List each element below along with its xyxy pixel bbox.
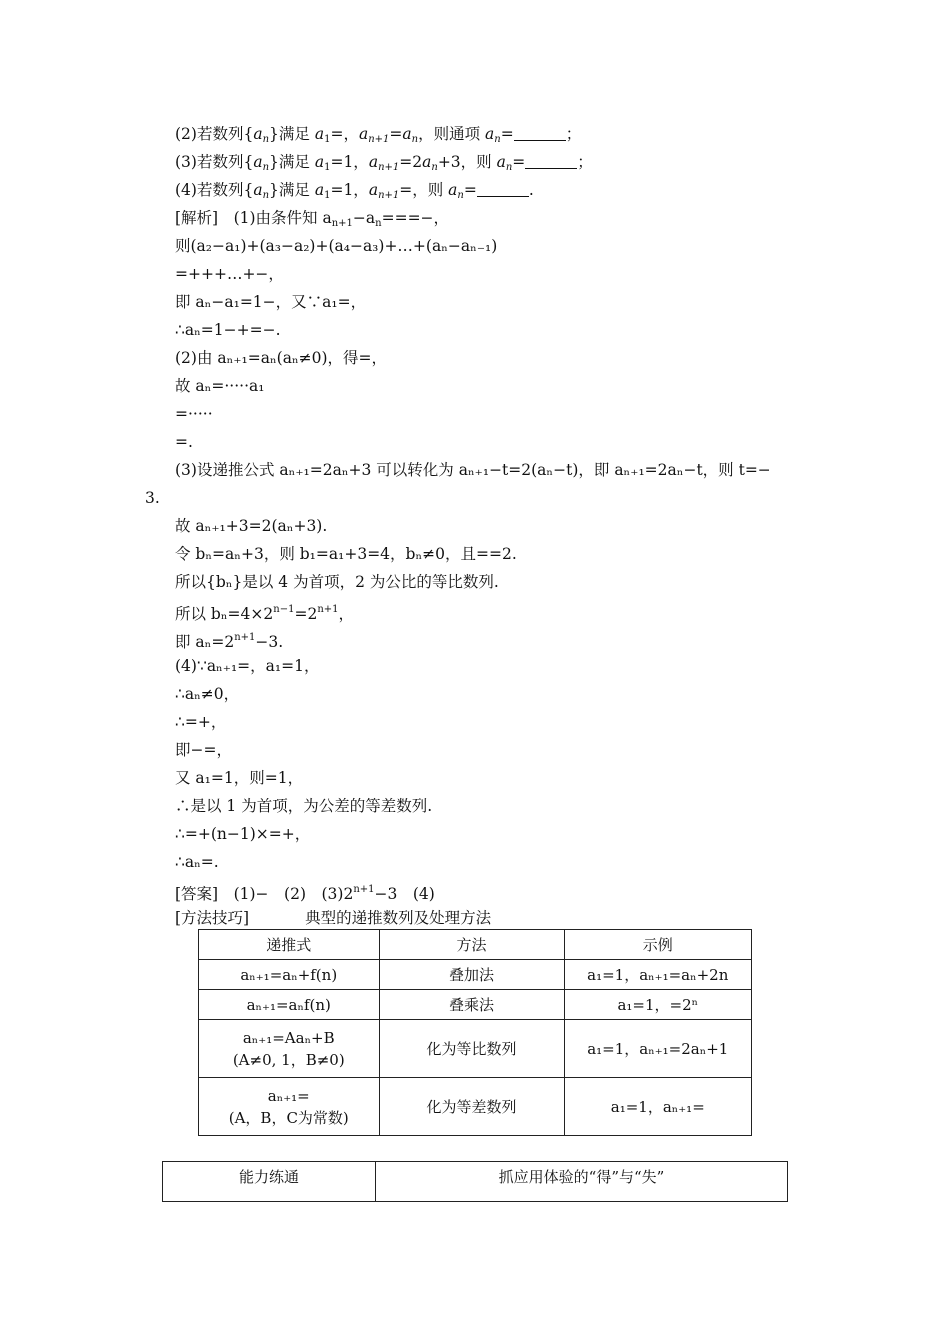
method-table <box>198 929 752 1136</box>
example-cell: a₁=1，=2ⁿ <box>564 990 751 1020</box>
analysis-line-2: 则(a₂−a₁)+(a₃−a₂)+(a₄−a₃)+…+(aₙ−aₙ₋₁) <box>175 237 498 255</box>
answer-blank <box>477 182 529 197</box>
table-header-row <box>199 930 752 960</box>
analysis-line-13: 令 bₙ=aₙ+3，则 b₁=a₁+3=4，bₙ≠0，且==2. <box>175 545 517 563</box>
analysis-line-19: ∴=+， <box>175 713 227 731</box>
table-row <box>163 1162 788 1202</box>
question-3-line: (3)若数列$\{a_n\}$满足 $a_1=1$，$a_{n+1}=2a_n+3$，则 $a_n=$ ； <box>175 153 593 173</box>
answer-blank <box>525 154 577 169</box>
analysis-line-12: 故 aₙ₊₁+3=2(aₙ+3). <box>175 517 328 535</box>
analysis-line-5: ∴aₙ=1−+=−. <box>175 321 281 339</box>
formula-cell: aₙ₊₁=aₙ+f(n) <box>199 960 380 990</box>
table-row <box>199 990 752 1020</box>
header-cell: 方法 <box>379 930 564 960</box>
practice-left-cell: 能力练通 <box>163 1162 376 1202</box>
analysis-line-10: (3)设递推公式 aₙ₊₁=2aₙ+3 可以转化为 aₙ₊₁−t=2(aₙ−t)，即 aₙ₊₁=2aₙ−t，则 t=− <box>175 461 771 479</box>
analysis-line-16: 即 $a_n=2^{n+1}-3$. <box>175 632 284 651</box>
table-row <box>199 1078 752 1136</box>
formula-cell: aₙ₊₁=aₙf(n) <box>199 990 380 1020</box>
analysis-line-17: (4)∵aₙ₊₁=，a₁=1， <box>175 657 320 675</box>
analysis-line-4: 即 aₙ−a₁=1−，又∵a₁=， <box>175 293 367 311</box>
header-cell: 递推式 <box>199 930 380 960</box>
example-cell: a₁=1，aₙ₊₁=aₙ+2n <box>564 960 751 990</box>
practice-right-cell: 抓应用体验的“得”与“失” <box>376 1162 788 1202</box>
table-row <box>199 960 752 990</box>
header-cell: 示例 <box>564 930 751 960</box>
analysis-line-1: [解析] (1)由条件知 $a_{n+1}-a_n===-$， <box>175 209 450 229</box>
analysis-line-3: =+++…+−， <box>175 265 284 283</box>
analysis-line-8: =····· <box>175 405 213 423</box>
question-4-line: (4)若数列$\{a_n\}$满足 $a_1=1$，$a_{n+1}=$，则 $a_n=$ . <box>175 181 534 201</box>
answer-blank <box>514 126 566 141</box>
answer-line: [答案] (1)− (2) $(3)2^{n+1}-3$ (4) <box>175 884 435 903</box>
formula-cell: aₙ₊₁= (A，B，C为常数) <box>199 1078 380 1136</box>
method-cell: 化为等比数列 <box>379 1020 564 1078</box>
question-2-line: (2)若数列$\{a_n\}$满足 $a_1=$，$a_{n+1}=a_n$，则通项 $a_n=$ ； <box>175 125 582 145</box>
example-cell: a₁=1，aₙ₊₁= <box>564 1078 751 1136</box>
analysis-line-20: 即−=， <box>175 741 232 759</box>
analysis-line-7: 故 aₙ=·····a₁ <box>175 377 265 395</box>
example-cell: a₁=1，aₙ₊₁=2aₙ+1 <box>564 1020 751 1078</box>
practice-table <box>162 1161 788 1202</box>
method-cell: 叠乘法 <box>379 990 564 1020</box>
analysis-line-14: 所以{bₙ}是以 4 为首项，2 为公比的等比数列. <box>175 573 499 591</box>
analysis-line-18: ∴aₙ≠0， <box>175 685 240 703</box>
formula-cell: aₙ₊₁=Aaₙ+B (A≠0, 1，B≠0) <box>199 1020 380 1078</box>
table-row <box>199 1020 752 1078</box>
analysis-line-6: (2)由 aₙ₊₁=aₙ(aₙ≠0)，得=， <box>175 349 388 367</box>
method-cell: 化为等差数列 <box>379 1078 564 1136</box>
analysis-line-23: ∴=+(n−1)×=+， <box>175 825 311 843</box>
method-cell: 叠加法 <box>379 960 564 990</box>
analysis-line-22: ∴是以 1 为首项，为公差的等差数列. <box>175 797 433 815</box>
analysis-line-21: 又 a₁=1，则=1， <box>175 769 304 787</box>
analysis-line-11: 3. <box>145 489 160 507</box>
analysis-line-15: 所以 $b_n=4\times 2^{n-1}=2^{n+1}$， <box>175 604 355 623</box>
analysis-line-9: =. <box>175 433 193 451</box>
analysis-line-24: ∴aₙ=. <box>175 853 219 871</box>
method-caption: [方法技巧] 典型的递推数列及处理方法 <box>175 909 492 927</box>
